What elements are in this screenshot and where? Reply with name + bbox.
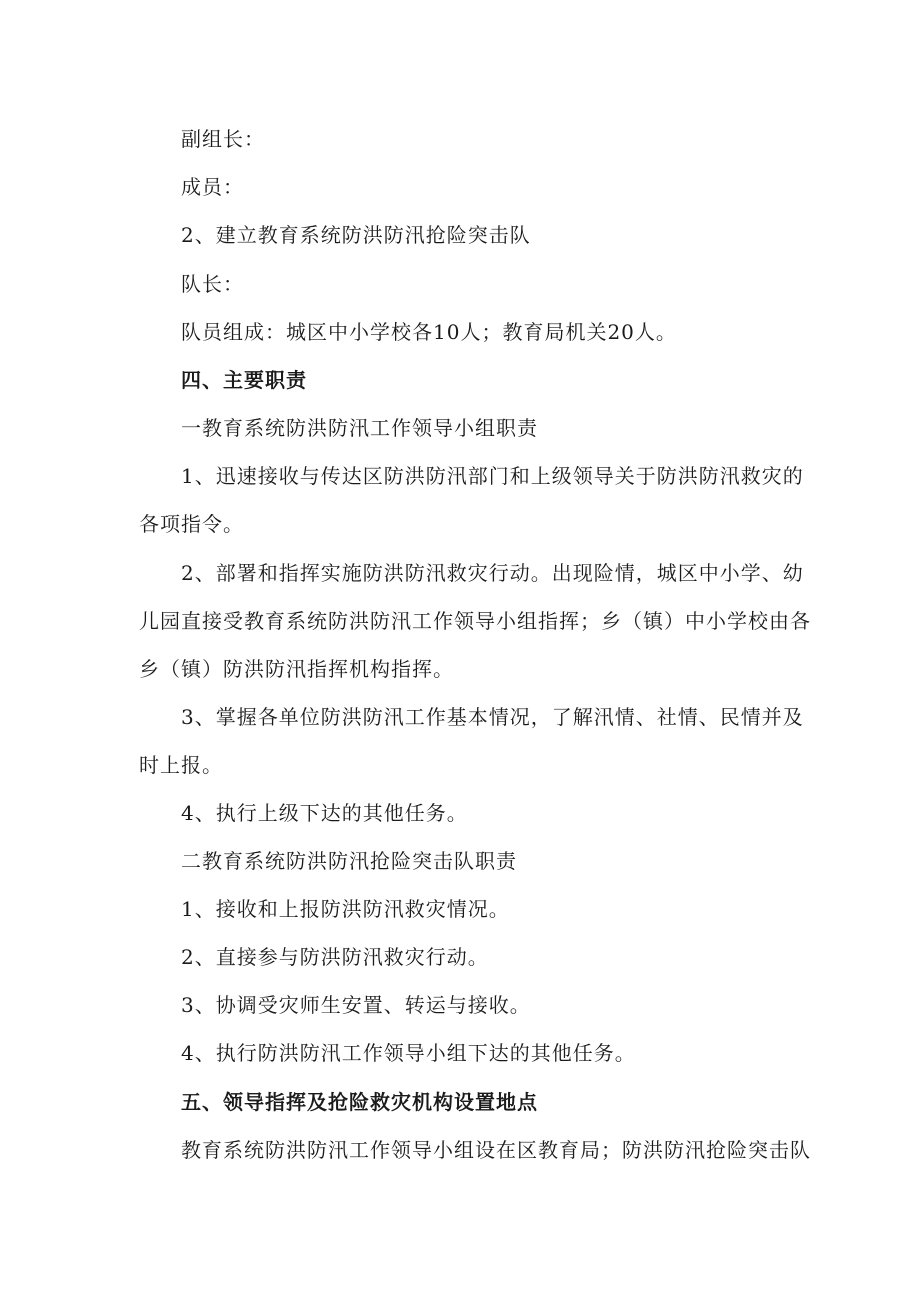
team-duty-4-line: 4、执行防洪防汛工作领导小组下达的其他任务。 (181, 1041, 636, 1065)
members-line: 成员： (181, 175, 244, 199)
team-duty-3-line: 3、协调受灾师生安置、转运与接收。 (181, 993, 531, 1017)
duty-3-line-1: 3、掌握各单位防洪防汛工作基本情况，了解汛情、社情、民情并及 (181, 705, 804, 729)
duty-3-line-2: 时上报。 (139, 753, 223, 777)
team-captain-line: 队长： (181, 272, 244, 296)
team-duty-1-line: 1、接收和上报防洪防汛救灾情况。 (181, 897, 510, 921)
duty-4-line: 4、执行上级下达的其他任务。 (181, 801, 468, 825)
location-line-1: 教育系统防洪防汛工作领导小组设在区教育局；防洪防汛抢险突击队 (181, 1138, 811, 1162)
subsection-1-heading: 一教育系统防洪防汛工作领导小组职责 (181, 416, 538, 440)
duty-1-line-2: 各项指令。 (139, 512, 244, 536)
team-duty-2-line: 2、直接参与防洪防汛救灾行动。 (181, 945, 489, 969)
section-4-heading: 四、主要职责 (181, 368, 307, 392)
vice-leader-line: 副组长： (181, 127, 265, 151)
duty-2-line-3: 乡（镇）防洪防汛指挥机构指挥。 (139, 657, 454, 681)
subsection-2-heading: 二教育系统防洪防汛抢险突击队职责 (181, 849, 517, 873)
team-composition-line: 队员组成：城区中小学校各10人；教育局机关20人。 (181, 320, 677, 344)
duty-1-line-1: 1、迅速接收与传达区防洪防汛部门和上级领导关于防洪防汛救灾的 (181, 464, 804, 488)
section-5-heading: 五、领导指挥及抢险救灾机构设置地点 (181, 1090, 538, 1114)
duty-2-line-2: 儿园直接受教育系统防洪防汛工作领导小组指挥；乡（镇）中小学校由各 (139, 609, 811, 633)
item-2-assault-team-line: 2、建立教育系统防洪防汛抢险突击队 (181, 223, 531, 247)
duty-2-line-1: 2、部署和指挥实施防洪防汛救灾行动。出现险情，城区中小学、幼 (181, 561, 804, 585)
